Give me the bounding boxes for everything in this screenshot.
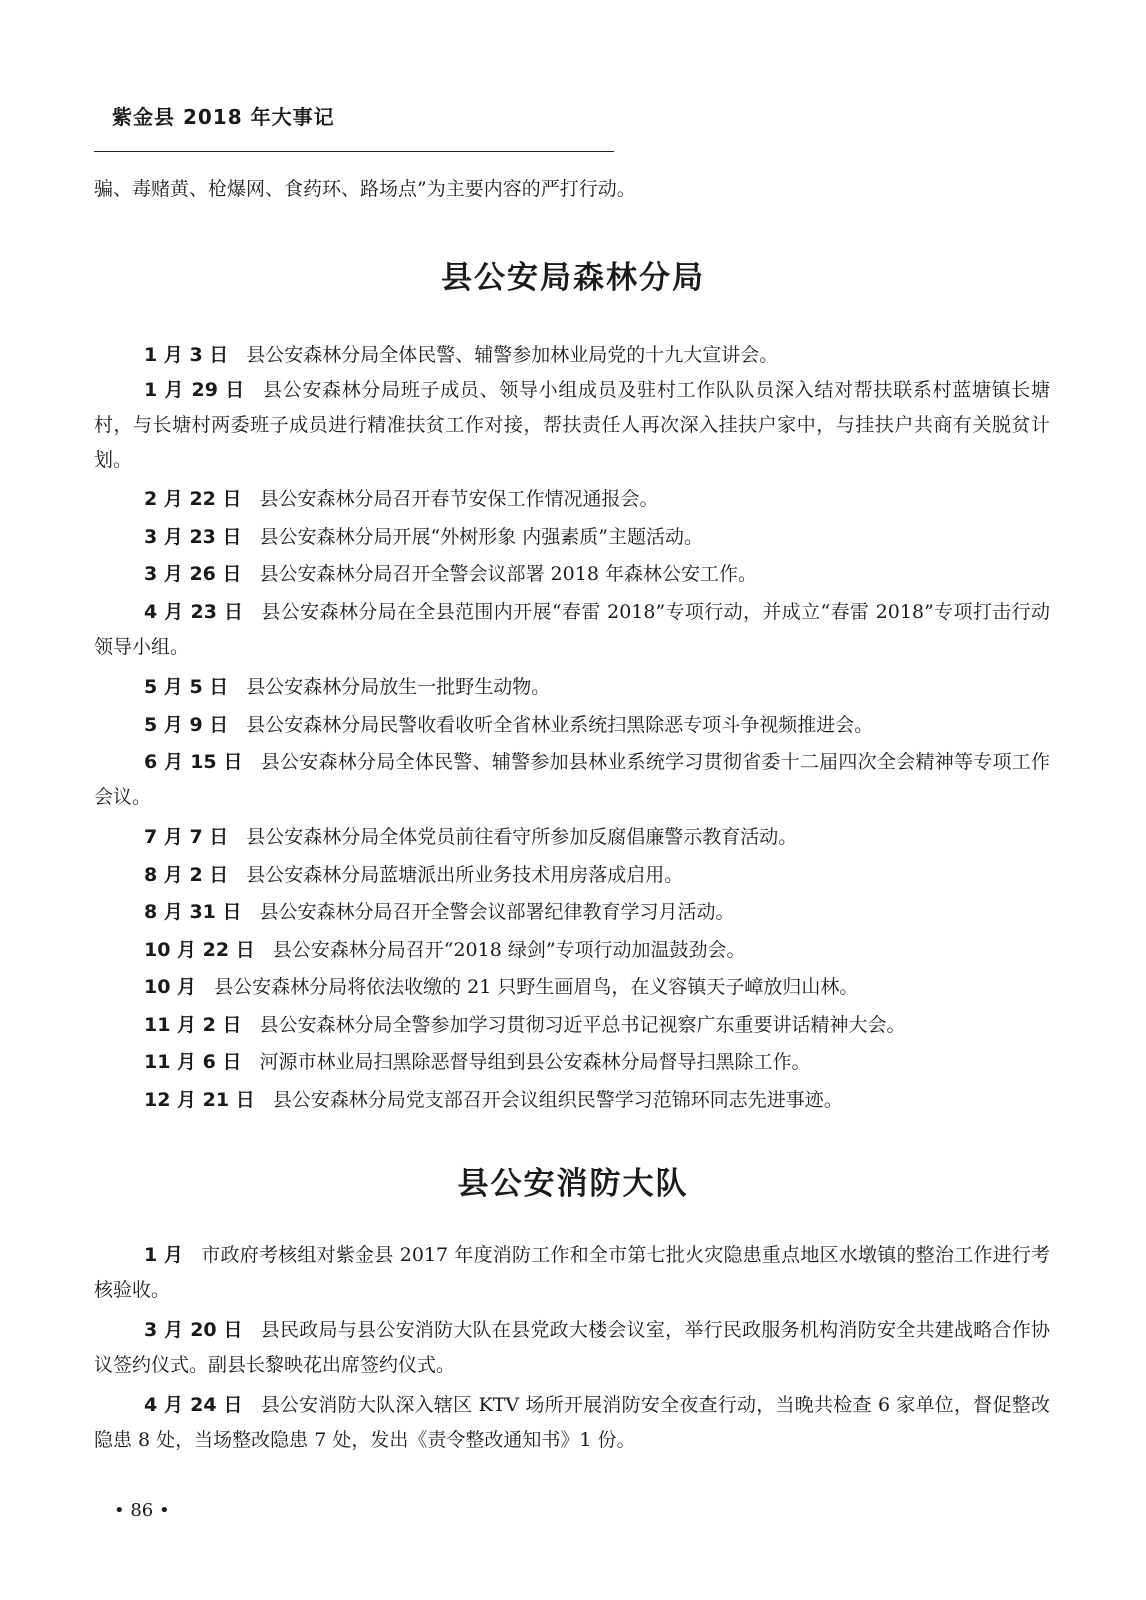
- entry: [94, 1008, 1050, 1043]
- entry: [94, 520, 1050, 555]
- entry: [94, 745, 1050, 815]
- entry-date: 5 月 5 日: [144, 676, 229, 698]
- entry: [94, 1238, 1050, 1308]
- entry-text: 县公安森林分局全体民警、辅警参加林业局党的十九大宣讲会。: [246, 344, 779, 366]
- entry-date: 1 月 29 日: [144, 379, 245, 401]
- entry-text: 县公安森林分局放生一批野生动物。: [246, 676, 551, 698]
- entry: [94, 708, 1050, 743]
- entry-date: 1 月: [144, 1244, 184, 1266]
- header-rule: [94, 151, 614, 152]
- entry-date: 7 月 7 日: [144, 826, 229, 848]
- entry-date: 10 月: [144, 976, 197, 998]
- entry: [94, 595, 1050, 665]
- entry-date: 5 月 9 日: [144, 714, 229, 736]
- entry-text: 河源市林业局扫黑除恶督导组到县公安森林分局督导扫黑除工作。: [259, 1051, 811, 1073]
- entry-text: 县公安消防大队深入辖区 KTV 场所开展消防安全夜查行动，当晚共检查 6 家单位，督促整改隐患 8 处，当场整改隐患 7 处，发出《责令整改通知书》1 份。: [94, 1394, 1050, 1451]
- entry-date: 11 月 2 日: [144, 1014, 242, 1036]
- entry: [94, 970, 1050, 1005]
- entry: [94, 1388, 1050, 1458]
- entry-text: 县公安森林分局全体民警、辅警参加县林业系统学习贯彻省委十二届四次全会精神等专项工作会议。: [94, 751, 1050, 808]
- entry-text: 县公安森林分局民警收看收听全省林业系统扫黑除恶专项斗争视频推进会。: [246, 714, 874, 736]
- entry-date: 3 月 23 日: [144, 526, 242, 548]
- entry-date: 12 月 21 日: [144, 1089, 255, 1111]
- entry: [94, 338, 1050, 373]
- entry-date: 4 月 24 日: [144, 1394, 243, 1416]
- entry: [94, 933, 1050, 968]
- entry: [94, 557, 1050, 592]
- section-title-forest-police: 县公安局森林分局: [441, 260, 705, 296]
- entry-date: 6 月 15 日: [144, 751, 243, 773]
- entry-date: 4 月 23 日: [144, 601, 244, 623]
- entry-date: 3 月 26 日: [144, 563, 242, 585]
- page-number: • 86 •: [114, 1500, 170, 1521]
- entry-date: 2 月 22 日: [144, 488, 242, 510]
- entry: [94, 373, 1050, 478]
- entry: [94, 482, 1050, 517]
- entry: [94, 820, 1050, 855]
- entry: [94, 1083, 1050, 1118]
- entry-date: 8 月 2 日: [144, 864, 229, 886]
- section-title-fire-brigade: 县公安消防大队: [457, 1166, 689, 1202]
- entry-text: 县公安森林分局在全县范围内开展“春雷 2018”专项行动，并成立“春雷 2018”专项打击行动领导小组。: [94, 601, 1050, 658]
- entry-text: 县公安森林分局召开春节安保工作情况通报会。: [259, 488, 659, 510]
- entry-text: 县公安森林分局全体党员前往看守所参加反腐倡廉警示教育活动。: [246, 826, 798, 848]
- entry-text: 县公安森林分局班子成员、领导小组成员及驻村工作队队员深入结对帮扶联系村蓝塘镇长塘村，与长塘村两委班子成员进行精准扶贫工作对接，帮扶责任人再次深入挂扶户家中，与挂扶户共商有关脱贫计划。: [94, 379, 1050, 471]
- entry-text: 县公安森林分局党支部召开会议组织民警学习范锦环同志先进事迹。: [272, 1089, 843, 1111]
- entry: [94, 1313, 1050, 1383]
- entry-text: 县公安森林分局蓝塘派出所业务技术用房落成启用。: [246, 864, 684, 886]
- entry-date: 11 月 6 日: [144, 1051, 242, 1073]
- entry-date: 10 月 22 日: [144, 939, 255, 961]
- entry-text: 县公安森林分局召开“2018 绿剑”专项行动加温鼓劲会。: [272, 939, 746, 961]
- entry-date: 1 月 3 日: [144, 344, 229, 366]
- entry-date: 3 月 20 日: [144, 1319, 243, 1341]
- entry-text: 县公安森林分局将依法收缴的 21 只野生画眉鸟，在义容镇天子嶂放归山林。: [214, 976, 859, 998]
- entry-date: 8 月 31 日: [144, 901, 242, 923]
- intro-paragraph: 骗、毒赌黄、枪爆网、食药环、路场点”为主要内容的严打行动。: [94, 178, 636, 200]
- entry: [94, 670, 1050, 705]
- entry-text: 县公安森林分局召开全警会议部署纪律教育学习月活动。: [259, 901, 735, 923]
- entry-text: 市政府考核组对紫金县 2017 年度消防工作和全市第七批火灾隐患重点地区水墩镇的整治工作进行考核验收。: [94, 1244, 1050, 1301]
- entry-text: 县民政局与县公安消防大队在县党政大楼会议室，举行民政服务机构消防安全共建战略合作协议签约仪式。副县长黎映花出席签约仪式。: [94, 1319, 1050, 1376]
- entry-text: 县公安森林分局开展“外树形象 内强素质”主题活动。: [259, 526, 703, 548]
- entry: [94, 858, 1050, 893]
- entry-text: 县公安森林分局全警参加学习贯彻习近平总书记视察广东重要讲话精神大会。: [259, 1014, 906, 1036]
- running-title: 紫金县 2018 年大事记: [112, 105, 335, 129]
- entry: [94, 1045, 1050, 1080]
- entry: [94, 895, 1050, 930]
- entry-text: 县公安森林分局召开全警会议部署 2018 年森林公安工作。: [259, 563, 757, 585]
